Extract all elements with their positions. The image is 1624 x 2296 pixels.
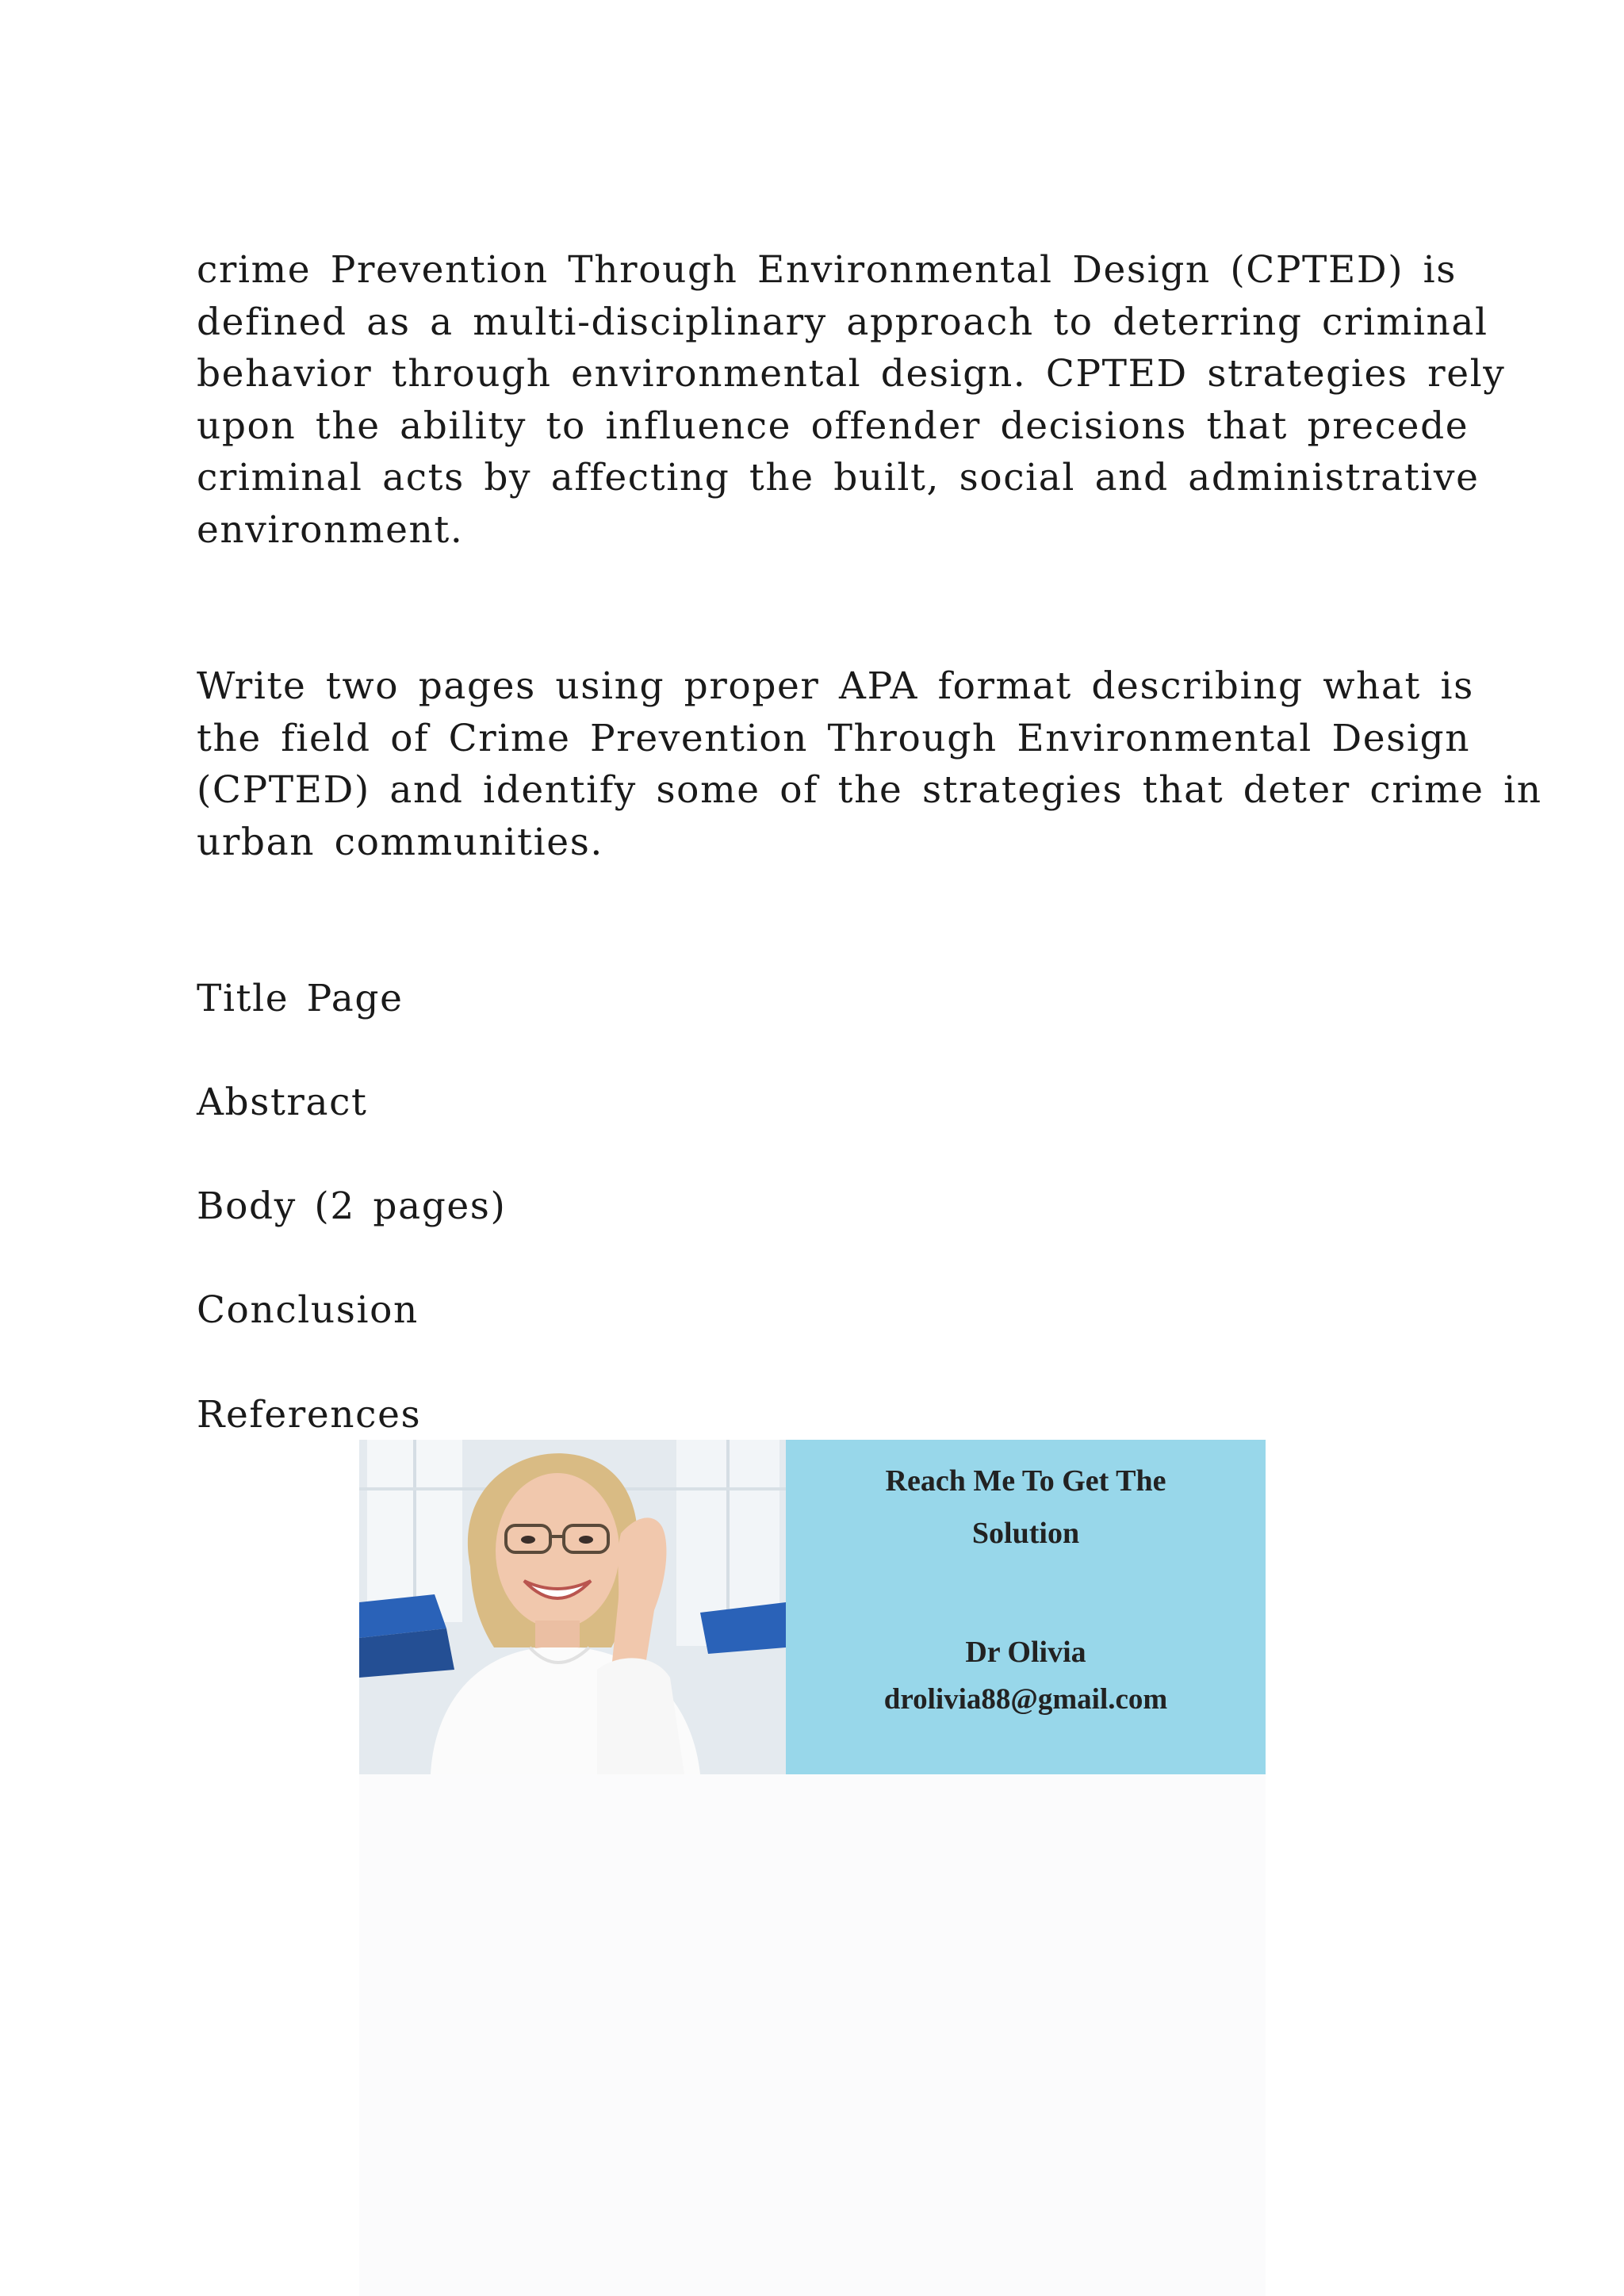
text-line: (CPTED) and identify some of the strategies that deter crime in <box>197 768 1542 812</box>
outline-item-abstract: Abstract <box>197 1081 368 1124</box>
text-line: criminal acts by affecting the built, social and administrative <box>197 456 1480 499</box>
contact-name: Dr Olivia <box>965 1636 1086 1669</box>
outline-item-conclusion: Conclusion <box>197 1288 419 1332</box>
woman-smiling-photo <box>359 1440 786 1774</box>
instructions-paragraph <box>197 660 1542 868</box>
contact-heading-line2: Solution <box>971 1517 1080 1550</box>
text-line: environment. <box>197 507 464 552</box>
text-line: the field of Crime Prevention Through Environmental Design <box>197 716 1471 760</box>
outline-item-title-page: Title Page <box>197 977 404 1020</box>
contact-banner <box>359 1440 1266 1774</box>
outline-item-references: References <box>197 1393 422 1437</box>
contact-heading-line1: Reach Me To Get The <box>885 1464 1166 1498</box>
text-line: behavior through environmental design. CPTED strategies rely <box>197 352 1506 396</box>
text-line: crime Prevention Through Environmental Design (CPTED) is <box>197 248 1457 292</box>
intro-paragraph <box>197 244 1505 556</box>
outline-item-body: Body (2 pages) <box>197 1184 507 1228</box>
contact-info-panel <box>786 1440 1266 1774</box>
text-line: Write two pages using proper APA format describing what is <box>197 664 1474 708</box>
lower-shade <box>359 1773 1266 2296</box>
contact-email: drolivia88@gmail.com <box>883 1683 1168 1716</box>
text-line: upon the ability to influence offender decisions that precede <box>197 404 1469 448</box>
text-line: defined as a multi-disciplinary approach to deterring criminal <box>197 300 1488 344</box>
text-line: urban communities. <box>197 820 603 864</box>
photo-illustration-icon <box>359 1440 786 1774</box>
